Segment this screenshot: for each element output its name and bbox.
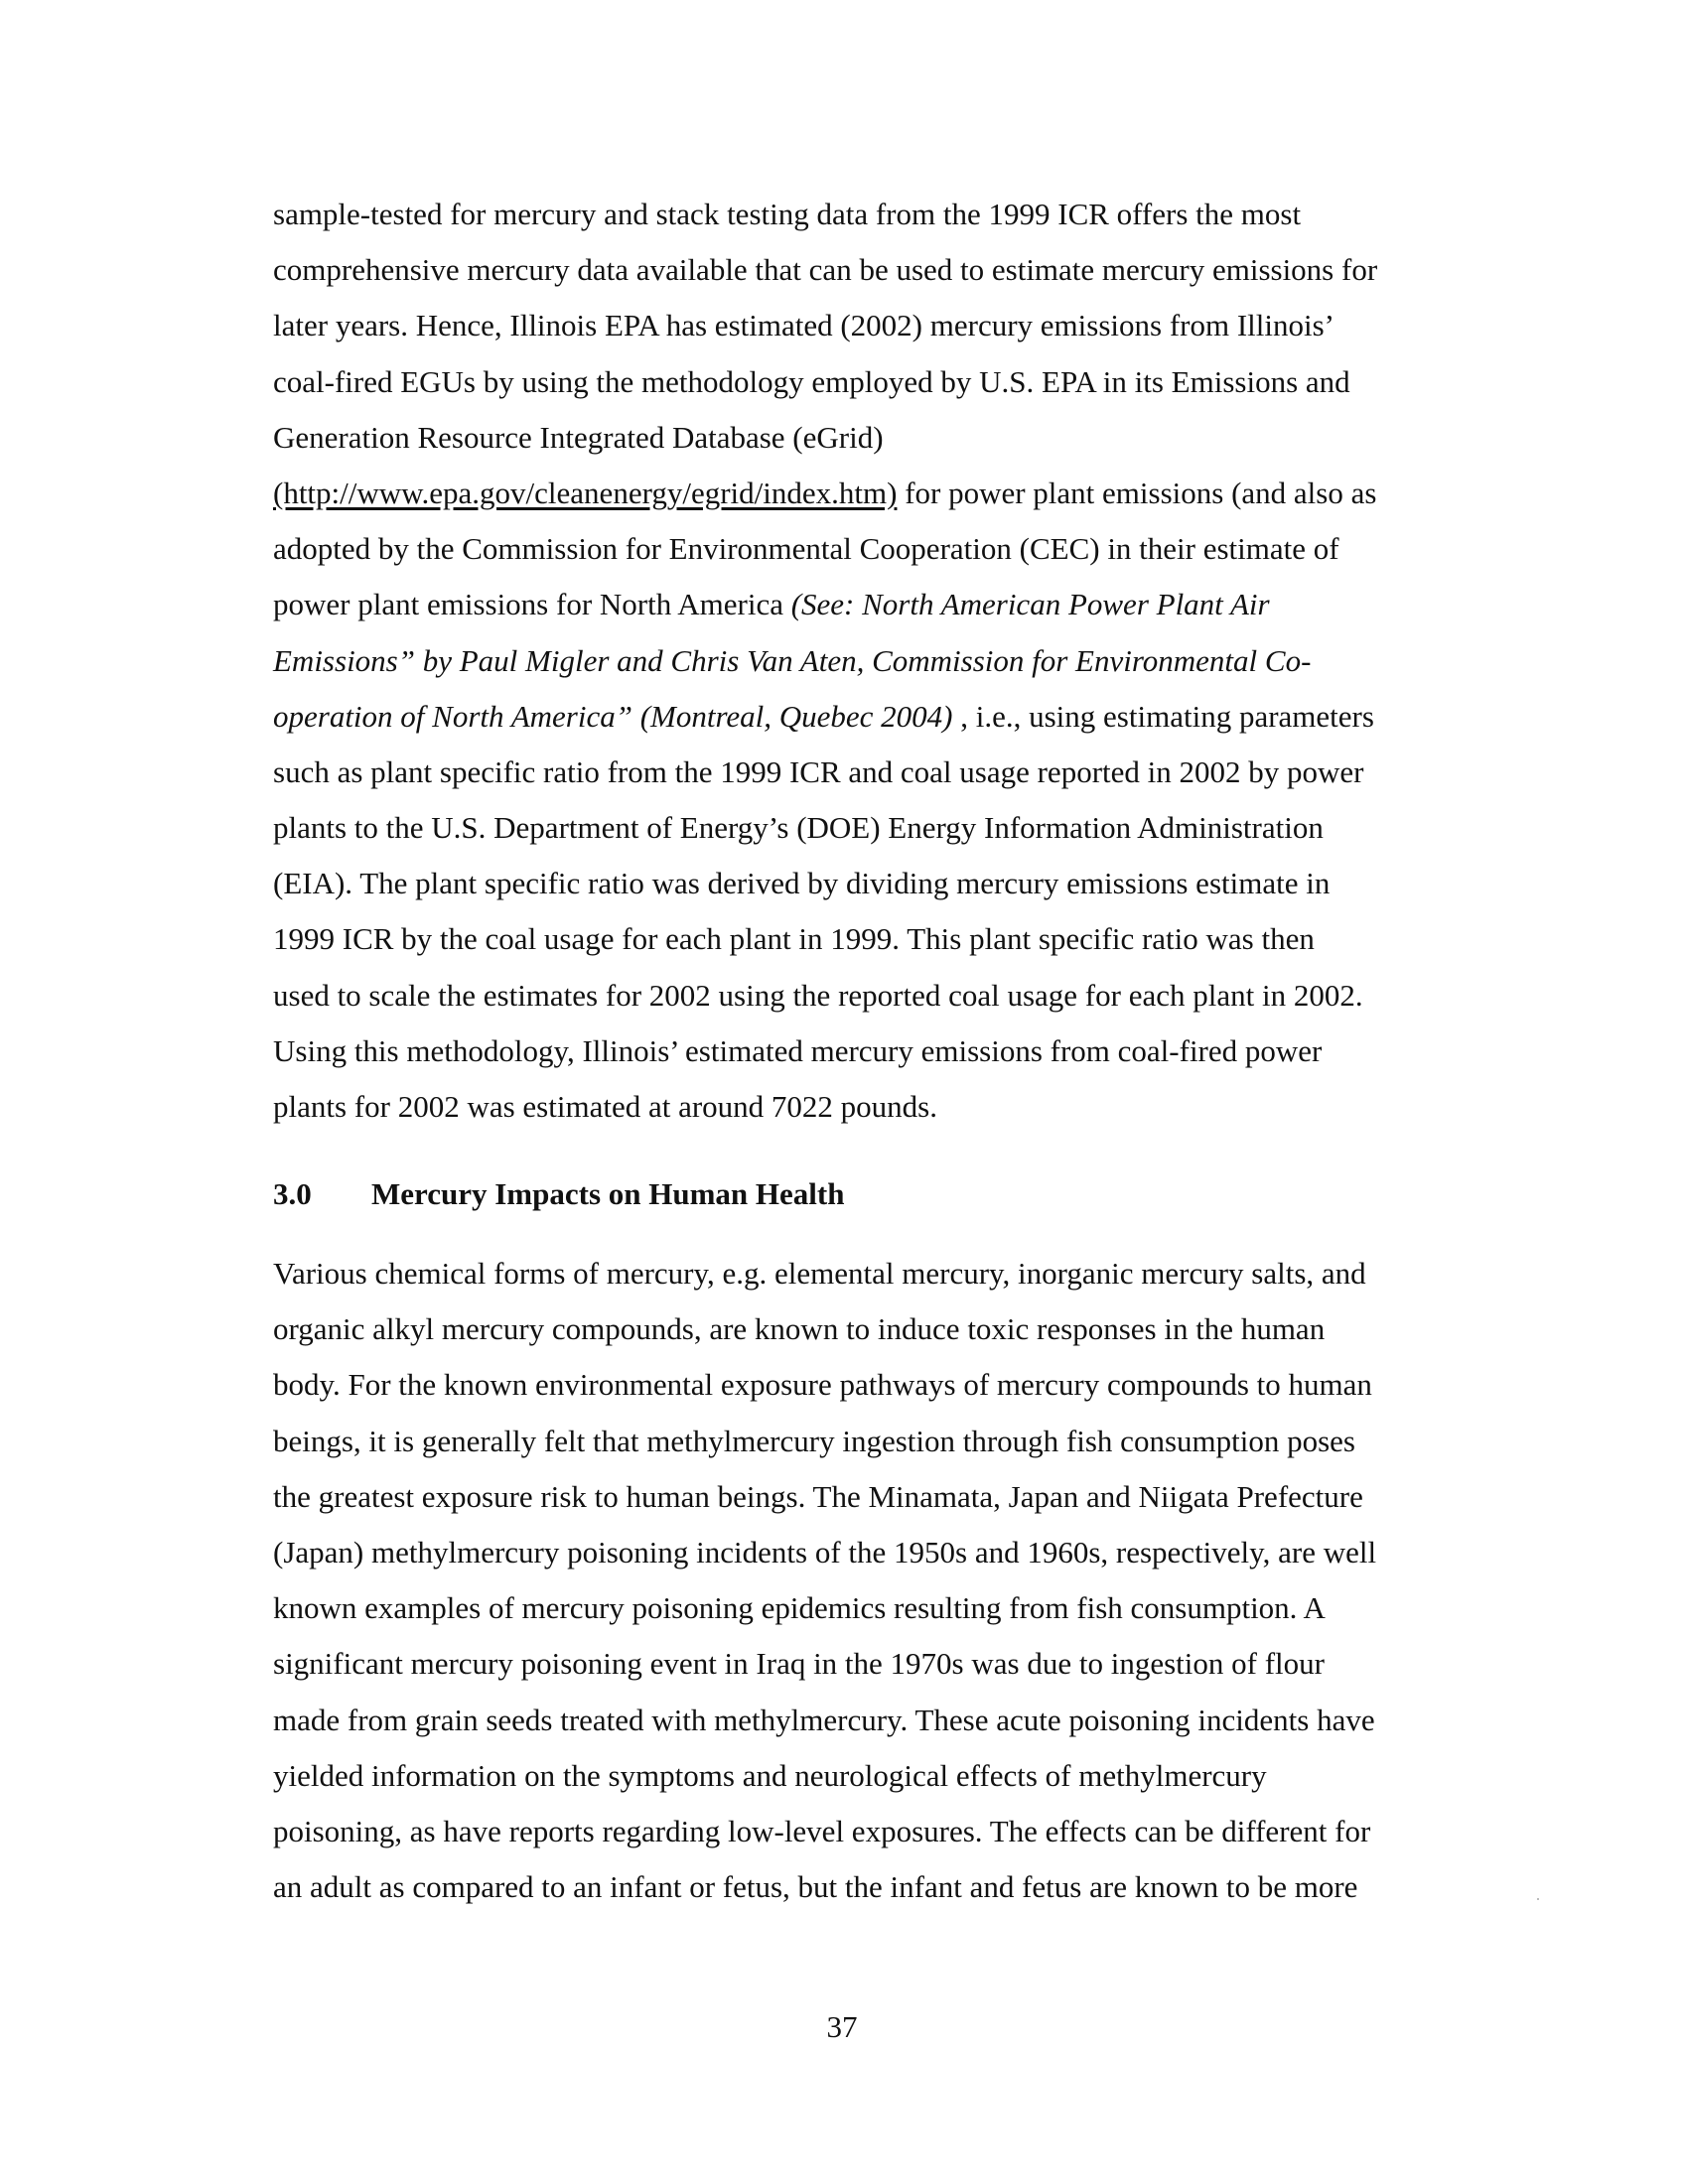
text-line-with-link <box>273 466 1440 521</box>
paragraph-egrid-methodology <box>273 187 1440 1135</box>
text-line: plants to the U.S. Department of Energy’s (DOE) Energy Information Administration <box>273 810 1324 846</box>
citation-italic: (See: North American Power Plant Air <box>790 587 1270 622</box>
citation-italic: Emissions” by Paul Migler and Chris Van Aten, Commission for Environmental Co- <box>273 642 1312 678</box>
egrid-url-link[interactable]: (http://www.epa.gov/cleanenergy/egrid/index.htm) <box>273 475 898 510</box>
text-line: yielded information on the symptoms and neurological effects of methylmercury <box>273 1757 1267 1793</box>
paragraph-mercury-health <box>273 1246 1440 1915</box>
text-fragment: , i.e., using estimating parameters <box>952 698 1374 734</box>
text-line: sample-tested for mercury and stack testing data from the 1999 ICR offers the most <box>273 197 1302 231</box>
text-line: Generation Resource Integrated Database (eGrid) <box>273 419 884 455</box>
text-line: plants for 2002 was estimated at around 7022 pounds. <box>273 1089 937 1124</box>
text-line: Various chemical forms of mercury, e.g. elemental mercury, inorganic mercury salts, and <box>273 1256 1366 1291</box>
text-line: beings, it is generally felt that methylmercury ingestion through fish consumption poses <box>273 1423 1355 1458</box>
page-number: 37 <box>826 2009 858 2044</box>
text-line: coal-fired EGUs by using the methodology employed by U.S. EPA in its Emissions and <box>273 363 1350 399</box>
section-number: 3.0 <box>273 1176 312 1211</box>
citation-italic: operation of North America” (Montreal, Quebec 2004) <box>273 698 953 734</box>
text-line: (EIA). The plant specific ratio was derived by dividing mercury emissions estimate in <box>273 866 1331 901</box>
text-line-citation <box>273 633 1440 689</box>
text-fragment: power plant emissions for North America <box>273 587 791 622</box>
text-fragment: for power plant emissions (and also as <box>897 475 1377 510</box>
section-heading <box>273 1174 844 1214</box>
text-line: significant mercury poisoning event in Iraq in the 1970s was due to ingestion of flour <box>273 1646 1325 1682</box>
text-line: such as plant specific ratio from the 1999 ICR and coal usage reported in 2002 by power <box>273 753 1364 789</box>
text-line: adopted by the Commission for Environmental Cooperation (CEC) in their estimate of <box>273 531 1339 567</box>
text-line-with-citation <box>273 689 1440 745</box>
text-line: poisoning, as have reports regarding low-level exposures. The effects can be different for <box>273 1813 1371 1848</box>
text-line: an adult as compared to an infant or fetus, but the infant and fetus are known to be more <box>273 1869 1358 1905</box>
text-line: later years. Hence, Illinois EPA has estimated (2002) mercury emissions from Illinois’ <box>273 308 1334 343</box>
text-line-with-citation <box>273 577 1440 632</box>
text-line: (Japan) methylmercury poisoning incidents of the 1950s and 1960s, respectively, are well <box>273 1534 1377 1570</box>
section-title: Mercury Impacts on Human Health <box>371 1176 845 1211</box>
text-line: comprehensive mercury data available that can be used to estimate mercury emissions for <box>273 252 1378 288</box>
text-line: Using this methodology, Illinois’ estimated mercury emissions from coal-fired power <box>273 1032 1323 1068</box>
text-line: 1999 ICR by the coal usage for each plant in 1999. This plant specific ratio was then <box>273 921 1315 957</box>
text-line: known examples of mercury poisoning epidemics resulting from fish consumption. A <box>273 1590 1326 1626</box>
text-line: organic alkyl mercury compounds, are known to induce toxic responses in the human <box>273 1311 1326 1347</box>
text-line: used to scale the estimates for 2002 using the reported coal usage for each plant in 2002. <box>273 977 1363 1013</box>
text-line: made from grain seeds treated with methylmercury. These acute poisoning incidents have <box>273 1702 1375 1737</box>
text-line: the greatest exposure risk to human beings. The Minamata, Japan and Niigata Prefecture <box>273 1478 1363 1514</box>
text-line: body. For the known environmental exposure pathways of mercury compounds to human <box>273 1367 1372 1403</box>
scan-speck <box>1537 1898 1539 1900</box>
